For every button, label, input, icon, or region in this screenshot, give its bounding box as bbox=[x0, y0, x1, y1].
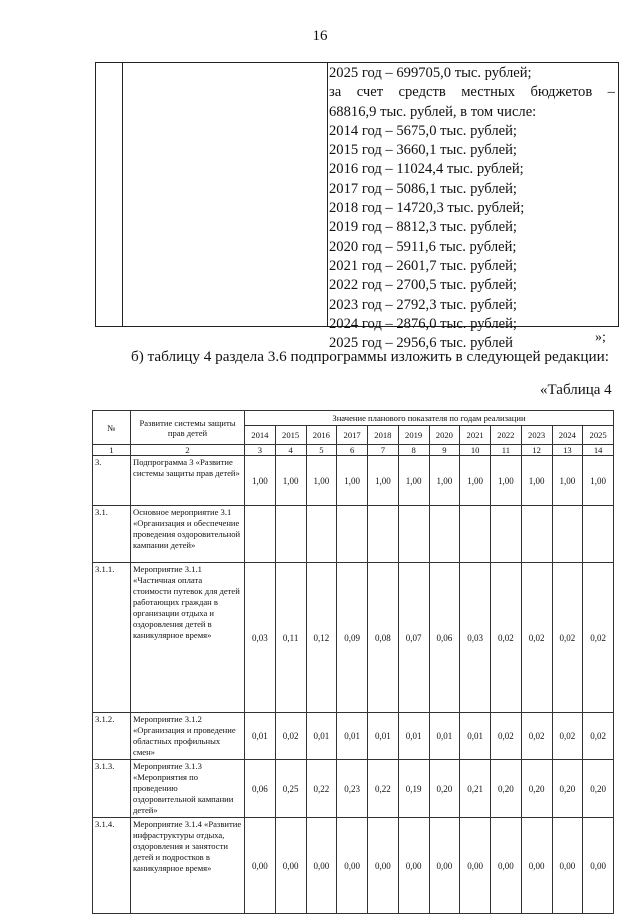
value-cell: 0,01 bbox=[337, 713, 368, 760]
value-cell: 0,12 bbox=[306, 563, 337, 713]
row-name: Мероприятие 3.1.3 «Мероприятия по проведению оздоровительной кампании детей» bbox=[131, 760, 245, 818]
continuation-table bbox=[95, 62, 619, 352]
value-cell: 0,20 bbox=[583, 760, 614, 818]
continuation-col-2 bbox=[123, 63, 328, 326]
row-number: 3.1.1. bbox=[93, 563, 131, 713]
year-header: 2025 bbox=[583, 426, 614, 445]
value-cell: 0,20 bbox=[491, 760, 522, 818]
table-row bbox=[93, 456, 614, 506]
value-cell bbox=[368, 506, 399, 563]
funding-line: 2025 год – 2956,6 тыс. рублей bbox=[329, 335, 513, 352]
column-number: 1 bbox=[93, 445, 131, 456]
value-cell: 0,00 bbox=[275, 818, 306, 914]
funding-line: 2017 год – 5086,1 тыс. рублей; bbox=[329, 180, 517, 197]
value-cell: 0,01 bbox=[306, 713, 337, 760]
funding-line: 2018 год – 14720,3 тыс. рублей; bbox=[329, 200, 525, 217]
row-number: 3. bbox=[93, 456, 131, 506]
value-cell: 1,00 bbox=[275, 456, 306, 506]
value-cell: 0,22 bbox=[368, 760, 399, 818]
value-cell: 0,01 bbox=[398, 713, 429, 760]
column-number: 13 bbox=[552, 445, 583, 456]
value-cell: 0,23 bbox=[337, 760, 368, 818]
year-header: 2020 bbox=[429, 426, 460, 445]
value-cell: 0,19 bbox=[398, 760, 429, 818]
year-header: 2019 bbox=[398, 426, 429, 445]
table-row bbox=[93, 563, 614, 713]
column-number: 7 bbox=[368, 445, 399, 456]
funding-line: 2022 год – 2700,5 тыс. рублей; bbox=[329, 277, 517, 294]
value-cell: 0,02 bbox=[583, 713, 614, 760]
row-name: Мероприятие 3.1.4 «Развитие инфраструктуры отдыха, оздоровления и занятости детей и подростков в каникулярное время» bbox=[131, 818, 245, 914]
year-header: 2023 bbox=[521, 426, 552, 445]
value-cell: 0,00 bbox=[491, 818, 522, 914]
value-cell bbox=[306, 506, 337, 563]
year-header: 2014 bbox=[245, 426, 276, 445]
column-number: 6 bbox=[337, 445, 368, 456]
funding-lines bbox=[329, 64, 615, 353]
value-cell: 0,20 bbox=[429, 760, 460, 818]
row-name: Мероприятие 3.1.1 «Частичная оплата стоимости путевок для детей работающих граждан в организации отдыха и оздоровления детей в каникулярное время» bbox=[131, 563, 245, 713]
value-cell: 1,00 bbox=[306, 456, 337, 506]
header-no: № bbox=[93, 411, 131, 445]
value-cell bbox=[398, 506, 429, 563]
row-name: Подпрограмма 3 «Развитие системы защиты прав детей» bbox=[131, 456, 245, 506]
table-row bbox=[93, 760, 614, 818]
value-cell bbox=[491, 506, 522, 563]
value-cell bbox=[337, 506, 368, 563]
value-cell: 0,03 bbox=[460, 563, 491, 713]
funding-line: 2025 год – 699705,0 тыс. рублей; bbox=[329, 65, 532, 81]
value-cell: 0,20 bbox=[552, 760, 583, 818]
funding-line: 2016 год – 11024,4 тыс. рублей; bbox=[329, 161, 524, 178]
value-cell: 0,02 bbox=[552, 713, 583, 760]
value-cell bbox=[460, 506, 491, 563]
indicator-table bbox=[92, 410, 614, 914]
header-values: Значение планового показателя по годам реализации bbox=[245, 411, 614, 426]
value-cell: 1,00 bbox=[521, 456, 552, 506]
column-number: 11 bbox=[491, 445, 522, 456]
column-number: 2 bbox=[131, 445, 245, 456]
table-row bbox=[93, 506, 614, 563]
value-cell bbox=[583, 506, 614, 563]
column-number: 5 bbox=[306, 445, 337, 456]
value-cell: 0,11 bbox=[275, 563, 306, 713]
value-cell bbox=[245, 506, 276, 563]
funding-line: 2019 год – 8812,3 тыс. рублей; bbox=[329, 219, 517, 236]
year-header: 2018 bbox=[368, 426, 399, 445]
value-cell: 0,06 bbox=[245, 760, 276, 818]
amendment-paragraph: б) таблицу 4 раздела 3.6 подпрограммы изложить в следующей редакции: bbox=[131, 348, 609, 365]
year-header: 2016 bbox=[306, 426, 337, 445]
value-cell: 1,00 bbox=[583, 456, 614, 506]
value-cell: 0,25 bbox=[275, 760, 306, 818]
value-cell: 0,00 bbox=[368, 818, 399, 914]
row-name: Мероприятие 3.1.2 «Организация и проведение областных профильных смен» bbox=[131, 713, 245, 760]
table-row bbox=[93, 818, 614, 914]
year-header: 2024 bbox=[552, 426, 583, 445]
column-number: 4 bbox=[275, 445, 306, 456]
table-row bbox=[93, 713, 614, 760]
funding-line-justified: за счет средств местных бюджетов – bbox=[329, 84, 615, 101]
value-cell: 0,09 bbox=[337, 563, 368, 713]
value-cell: 1,00 bbox=[429, 456, 460, 506]
continuation-col-1 bbox=[96, 63, 123, 326]
value-cell: 0,08 bbox=[368, 563, 399, 713]
value-cell: 0,00 bbox=[583, 818, 614, 914]
row-number: 3.1.2. bbox=[93, 713, 131, 760]
column-number: 3 bbox=[245, 445, 276, 456]
funding-line: 68816,9 тыс. рублей, в том числе: bbox=[329, 103, 537, 120]
table-caption: «Таблица 4 bbox=[540, 382, 612, 398]
value-cell: 0,07 bbox=[398, 563, 429, 713]
row-number: 3.1.4. bbox=[93, 818, 131, 914]
column-number: 14 bbox=[583, 445, 614, 456]
value-cell: 0,03 bbox=[245, 563, 276, 713]
value-cell: 0,01 bbox=[368, 713, 399, 760]
value-cell: 0,01 bbox=[429, 713, 460, 760]
funding-line: 2021 год – 2601,7 тыс. рублей; bbox=[329, 257, 517, 274]
funding-line: 2015 год – 3660,1 тыс. рублей; bbox=[329, 142, 517, 159]
value-cell: 0,00 bbox=[337, 818, 368, 914]
year-header: 2021 bbox=[460, 426, 491, 445]
value-cell: 0,00 bbox=[245, 818, 276, 914]
value-cell: 0,02 bbox=[521, 563, 552, 713]
value-cell: 0,00 bbox=[306, 818, 337, 914]
value-cell: 0,00 bbox=[460, 818, 491, 914]
value-cell: 0,00 bbox=[552, 818, 583, 914]
value-cell: 0,06 bbox=[429, 563, 460, 713]
value-cell: 0,21 bbox=[460, 760, 491, 818]
value-cell: 0,02 bbox=[583, 563, 614, 713]
value-cell bbox=[275, 506, 306, 563]
column-number: 8 bbox=[398, 445, 429, 456]
value-cell: 0,01 bbox=[460, 713, 491, 760]
value-cell: 0,00 bbox=[429, 818, 460, 914]
page-number: 16 bbox=[312, 28, 328, 44]
value-cell: 1,00 bbox=[368, 456, 399, 506]
value-cell: 0,02 bbox=[491, 563, 522, 713]
value-cell: 0,02 bbox=[552, 563, 583, 713]
value-cell bbox=[429, 506, 460, 563]
value-cell bbox=[552, 506, 583, 563]
column-number: 10 bbox=[460, 445, 491, 456]
value-cell: 1,00 bbox=[491, 456, 522, 506]
year-header: 2022 bbox=[491, 426, 522, 445]
funding-line: 2014 год – 5675,0 тыс. рублей; bbox=[329, 122, 517, 139]
value-cell: 0,00 bbox=[398, 818, 429, 914]
value-cell: 1,00 bbox=[245, 456, 276, 506]
value-cell bbox=[521, 506, 552, 563]
value-cell: 0,20 bbox=[521, 760, 552, 818]
year-header: 2015 bbox=[275, 426, 306, 445]
year-header: 2017 bbox=[337, 426, 368, 445]
funding-line: 2023 год – 2792,3 тыс. рублей; bbox=[329, 296, 517, 313]
column-number: 12 bbox=[521, 445, 552, 456]
value-cell: 1,00 bbox=[552, 456, 583, 506]
closing-mark: »; bbox=[595, 330, 606, 345]
row-number: 3.1.3. bbox=[93, 760, 131, 818]
row-name: Основное мероприятие 3.1 «Организация и обеспечение проведения оздоровительной кампании детей» bbox=[131, 506, 245, 563]
funding-line: 2024 год – 2876,0 тыс. рублей; bbox=[329, 315, 517, 332]
value-cell: 0,22 bbox=[306, 760, 337, 818]
value-cell: 1,00 bbox=[337, 456, 368, 506]
value-cell: 0,02 bbox=[491, 713, 522, 760]
value-cell: 1,00 bbox=[460, 456, 491, 506]
row-number: 3.1. bbox=[93, 506, 131, 563]
value-cell: 0,02 bbox=[275, 713, 306, 760]
funding-line: 2020 год – 5911,6 тыс. рублей; bbox=[329, 238, 517, 255]
value-cell: 1,00 bbox=[398, 456, 429, 506]
header-name: Развитие системы защиты прав детей bbox=[131, 411, 245, 445]
value-cell: 0,01 bbox=[245, 713, 276, 760]
column-number: 9 bbox=[429, 445, 460, 456]
value-cell: 0,02 bbox=[521, 713, 552, 760]
value-cell: 0,00 bbox=[521, 818, 552, 914]
